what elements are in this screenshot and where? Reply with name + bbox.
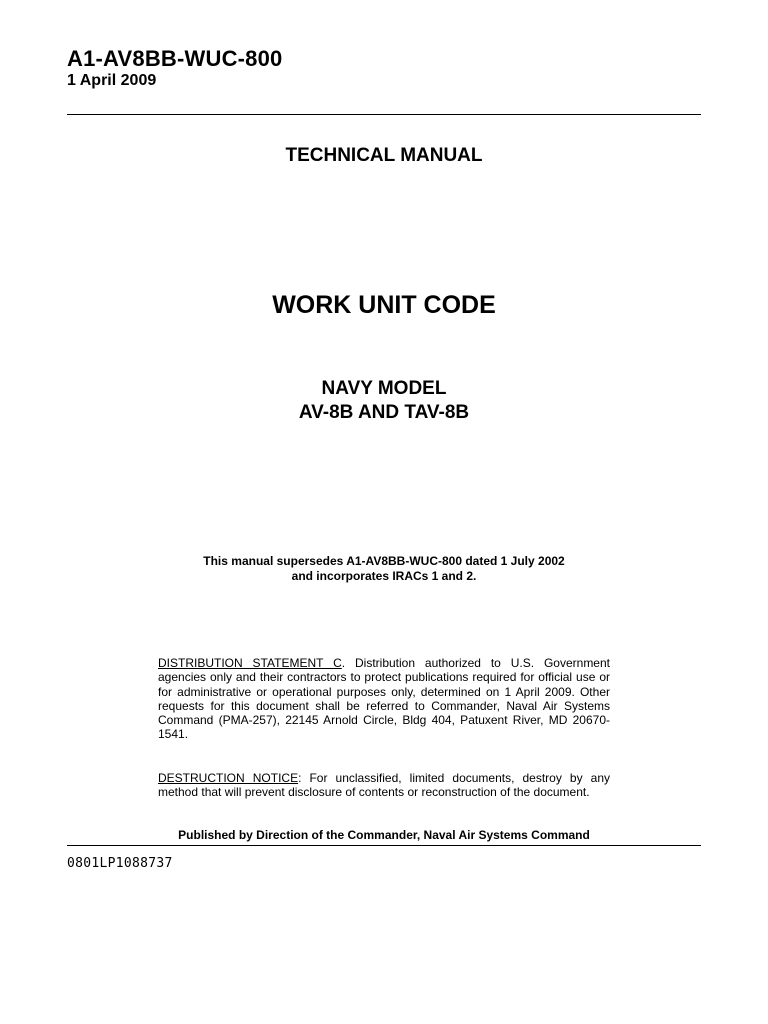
distribution-statement-heading: DISTRIBUTION STATEMENT C — [158, 656, 342, 670]
top-divider — [67, 114, 701, 115]
published-by-line: Published by Direction of the Commander, Naval Air Systems Command — [178, 828, 590, 842]
supersede-notice-line-2: and incorporates IRACs 1 and 2. — [291, 569, 477, 583]
distribution-statement-text: . Distribution authorized to U.S. Government agencies only and their contractors to protect publications required for official use or for administrative or operational purposes only, determined on 1 April 2009. Other requests for this document shall be referred to Commander, Naval Air Systems Command (PMA-257), 22145 Arnold Circle, Bldg 404, Patuxent River, MD 20670-1541. — [158, 656, 610, 742]
destruction-notice-heading: DESTRUCTION NOTICE — [158, 771, 299, 785]
model-line-2: AV-8B AND TAV-8B — [298, 402, 470, 423]
control-number: 0801LP1088737 — [67, 856, 173, 871]
document-number: A1-AV8BB-WUC-800 — [67, 46, 283, 71]
manual-type-heading: TECHNICAL MANUAL — [285, 145, 483, 166]
destruction-notice-text: : For unclassified, limited documents, destroy by any method that will prevent disclosure of contents or reconstruction of the document. — [158, 771, 610, 800]
supersede-notice-line-1: This manual supersedes A1-AV8BB-WUC-800 dated 1 July 2002 — [203, 554, 565, 568]
distribution-statement — [158, 656, 610, 742]
model-line-1: NAVY MODEL — [321, 378, 447, 399]
destruction-notice — [158, 771, 610, 800]
bottom-divider — [67, 845, 701, 846]
document-date: 1 April 2009 — [67, 72, 157, 89]
page-title: WORK UNIT CODE — [272, 291, 496, 319]
